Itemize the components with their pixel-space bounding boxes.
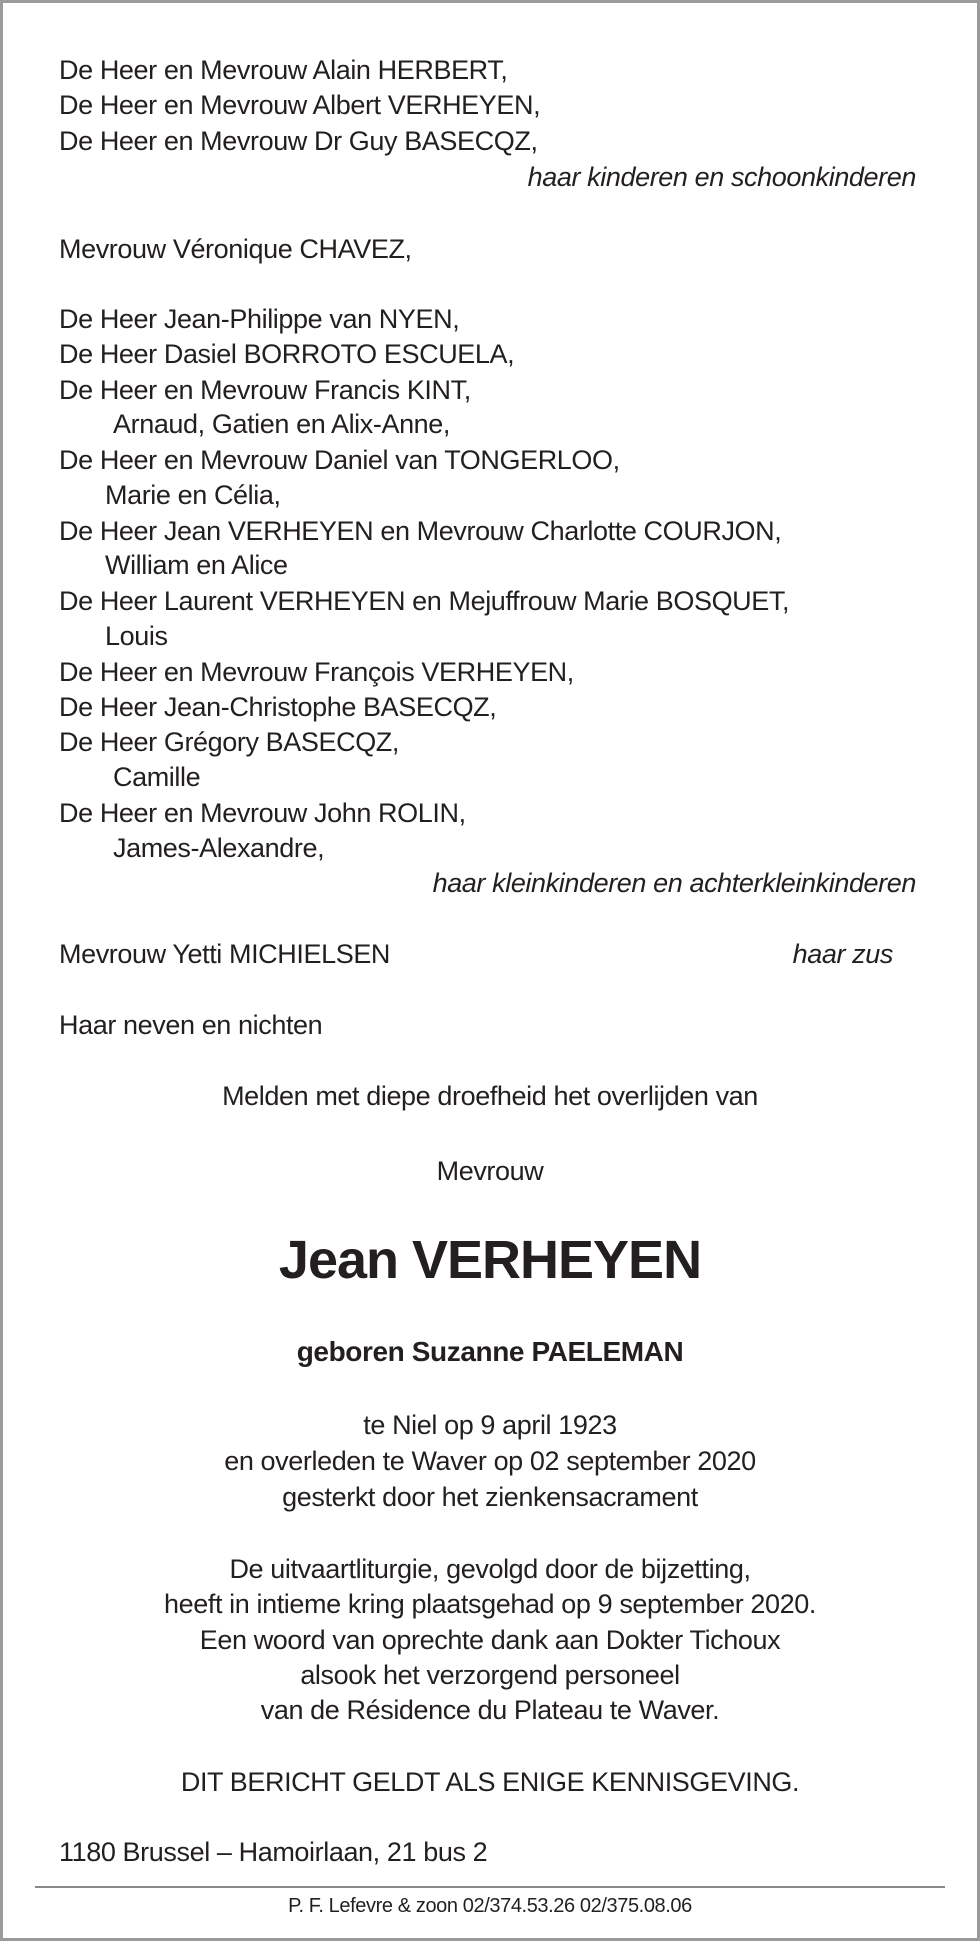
family-line: De Heer en Mevrouw François VERHEYEN, [59, 657, 574, 687]
role-label: haar kinderen en schoonkinderen [527, 162, 916, 192]
family-line: De Heer en Mevrouw Dr Guy BASECQZ, [59, 126, 538, 156]
family-line: Arnaud, Gatien en Alix-Anne, [113, 409, 451, 439]
family-line: James-Alexandre, [113, 833, 325, 863]
address: 1180 Brussel – Hamoirlaan, 21 bus 2 [59, 1837, 488, 1867]
funeral-line: heeft in intieme kring plaatsgehad op 9 september 2020. [164, 1589, 816, 1619]
detail-line: te Niel op 9 april 1923 [363, 1410, 617, 1440]
announcement-intro: Melden met diepe droefheid het overlijden van [222, 1081, 758, 1111]
family-line: De Heer en Mevrouw Alain HERBERT, [59, 55, 508, 85]
family-line: William en Alice [105, 550, 288, 580]
family-line: De Heer Jean-Philippe van NYEN, [59, 304, 460, 334]
notice: DIT BERICHT GELDT ALS ENIGE KENNISGEVING. [180, 1767, 800, 1797]
funeral-line: van de Résidence du Plateau te Waver. [260, 1695, 720, 1725]
family-line: De Heer Jean VERHEYEN en Mevrouw Charlotte COURJON, [59, 516, 782, 546]
deceased-name: Jean VERHEYEN [278, 1230, 702, 1290]
family-line: Camille [113, 762, 201, 792]
family-line: De Heer en Mevrouw Daniel van TONGERLOO, [59, 445, 620, 475]
funeral-line: alsook het verzorgend personeel [300, 1660, 680, 1690]
funeral-line: De uitvaartliturgie, gevolgd door de bijzetting, [229, 1554, 751, 1584]
family-line: De Heer en Mevrouw Albert VERHEYEN, [59, 90, 541, 120]
detail-line: en overleden te Waver op 02 september 2020 [224, 1446, 756, 1476]
born-name: geboren Suzanne PAELEMAN [296, 1336, 684, 1367]
family-line: Haar neven en nichten [59, 1010, 323, 1040]
deceased-title: Mevrouw [436, 1156, 544, 1186]
funeral-line: Een woord van oprechte dank aan Dokter Tichoux [199, 1625, 781, 1655]
family-line: De Heer en Mevrouw John ROLIN, [59, 798, 466, 828]
family-line: Mevrouw Véronique CHAVEZ, [59, 234, 412, 264]
detail-line: gesterkt door het zienkensacrament [282, 1482, 698, 1512]
family-line: De Heer Dasiel BORROTO ESCUELA, [59, 339, 515, 369]
family-line: De Heer Grégory BASECQZ, [59, 727, 400, 757]
family-line: De Heer Jean-Christophe BASECQZ, [59, 692, 497, 722]
funeral-home-footer: P. F. Lefevre & zoon 02/374.53.26 02/375.08.06 [288, 1895, 692, 1917]
family-line: Mevrouw Yetti MICHIELSEN [59, 939, 391, 969]
family-line: Louis [105, 621, 168, 651]
role-label: haar zus [792, 939, 893, 969]
role-label: haar kleinkinderen en achterkleinkinderen [432, 868, 916, 898]
family-line: De Heer en Mevrouw Francis KINT, [59, 375, 471, 405]
family-line: Marie en Célia, [105, 480, 281, 510]
family-line: De Heer Laurent VERHEYEN en Mejuffrouw Marie BOSQUET, [59, 586, 790, 616]
